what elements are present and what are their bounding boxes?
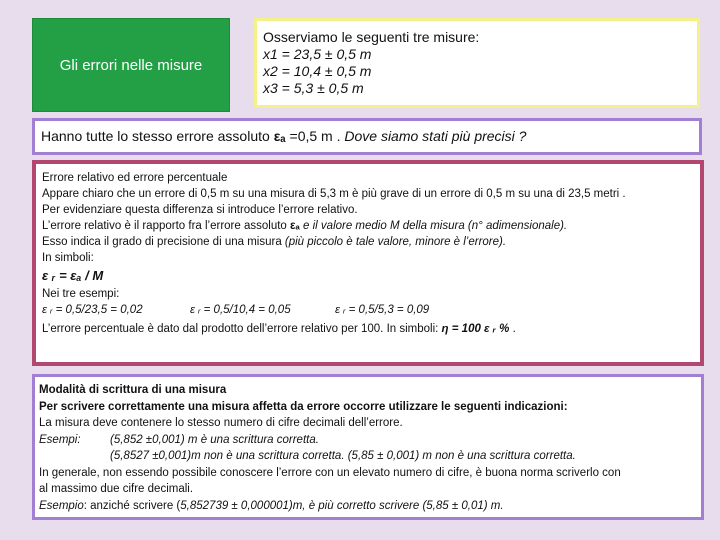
modalita-l2: La misura deve contenere lo stesso numero di cifre decimali dell’errore.	[39, 417, 403, 429]
slide-title-text: Gli errori nelle misure	[59, 56, 203, 74]
modalita-example-1	[39, 432, 697, 449]
modalita-box	[32, 374, 704, 520]
question-prefix: Hanno tutte lo stesso errore assoluto	[41, 128, 274, 144]
question-box	[32, 118, 702, 155]
examples-label: Esempi:	[39, 433, 81, 446]
l7-text-b: : anziché scrivere (	[83, 499, 181, 512]
definition-text-b: e il valore medio M della misura (n° adimensionale).	[299, 220, 568, 232]
relative-error-box	[32, 160, 704, 366]
l7-text-c: 5,852739 ± 0,000001)m, è più corretto scrivere (5,85 ± 0,01) m.	[180, 499, 504, 512]
modalita-l7	[39, 498, 697, 515]
relative-p6: Nei tre esempi:	[42, 288, 120, 300]
example-1: ε ᵣ = 0,5/23,5 = 0,02	[42, 304, 143, 316]
l7-label: Esempio	[39, 499, 84, 512]
definition-symbol: εₐ	[290, 220, 300, 232]
measure-1: x1 = 23,5 ± 0,5 m	[263, 46, 372, 62]
example-correct: (5,852 ±0,001) m è una scrittura corretta.	[110, 433, 319, 446]
percent-end: .	[509, 323, 516, 335]
example-3: ε ᵣ = 0,5/5,3 = 0,09	[335, 304, 430, 316]
percent-error-line	[42, 321, 694, 337]
measure-3: x3 = 5,3 ± 0,5 m	[263, 80, 364, 96]
relative-p4	[42, 234, 694, 250]
measure-2: x2 = 10,4 ± 0,5 m	[263, 63, 372, 79]
modalita-heading: Modalità di scrittura di una misura	[39, 384, 227, 396]
example-2: ε ᵣ = 0,5/10,4 = 0,05	[190, 304, 291, 316]
relative-definition	[42, 218, 694, 234]
slide-title	[32, 18, 230, 112]
percent-text: L’errore percentuale è dato dal prodotto dell’errore relativo per 100. In simboli:	[42, 323, 442, 335]
intro-heading: Osserviamo le seguenti tre misure:	[263, 29, 480, 45]
modalita-l5: In generale, non essendo possibile conoscere l’errore con un elevato numero di cifre, è buona norma scriverlo con	[39, 466, 621, 479]
definition-text-a: L’errore relativo è il rapporto fra l’errore assoluto	[42, 220, 291, 232]
percent-formula: η = 100 ε ᵣ %	[441, 323, 510, 335]
examples-row	[42, 302, 694, 318]
question-ask: Dove siamo stati più precisi ?	[344, 128, 527, 144]
absolute-error-symbol: εₐ	[273, 128, 286, 144]
relative-p5: In simboli:	[42, 252, 94, 264]
modalita-l6: al massimo due cifre decimali.	[39, 483, 194, 495]
intro-box	[254, 18, 700, 108]
modalita-example-2: (5,8527 ±0,001)m non è una scrittura corretta. (5,85 ± 0,001) m non è una scrittura corretta.	[110, 450, 576, 462]
relative-formula: ε ᵣ = εₐ / M	[42, 268, 104, 283]
modalita-l1: Per scrivere correttamente una misura affetta da errore occorre utilizzare le seguenti indicazioni:	[39, 400, 568, 413]
relative-heading: Errore relativo ed errore percentuale	[42, 172, 228, 184]
p4-text-a: Esso indica il grado di precisione di una misura	[42, 236, 285, 248]
relative-p2: Per evidenziare questa differenza si introduce l’errore relativo.	[42, 204, 358, 216]
p4-text-b: (più piccolo è tale valore, minore è l’errore).	[284, 236, 507, 248]
relative-p1: Appare chiaro che un errore di 0,5 m su una misura di 5,3 m è più grave di un errore di 0,5 m su una di 23,5 metri .	[42, 188, 626, 200]
question-middle: =0,5 m .	[285, 128, 345, 144]
